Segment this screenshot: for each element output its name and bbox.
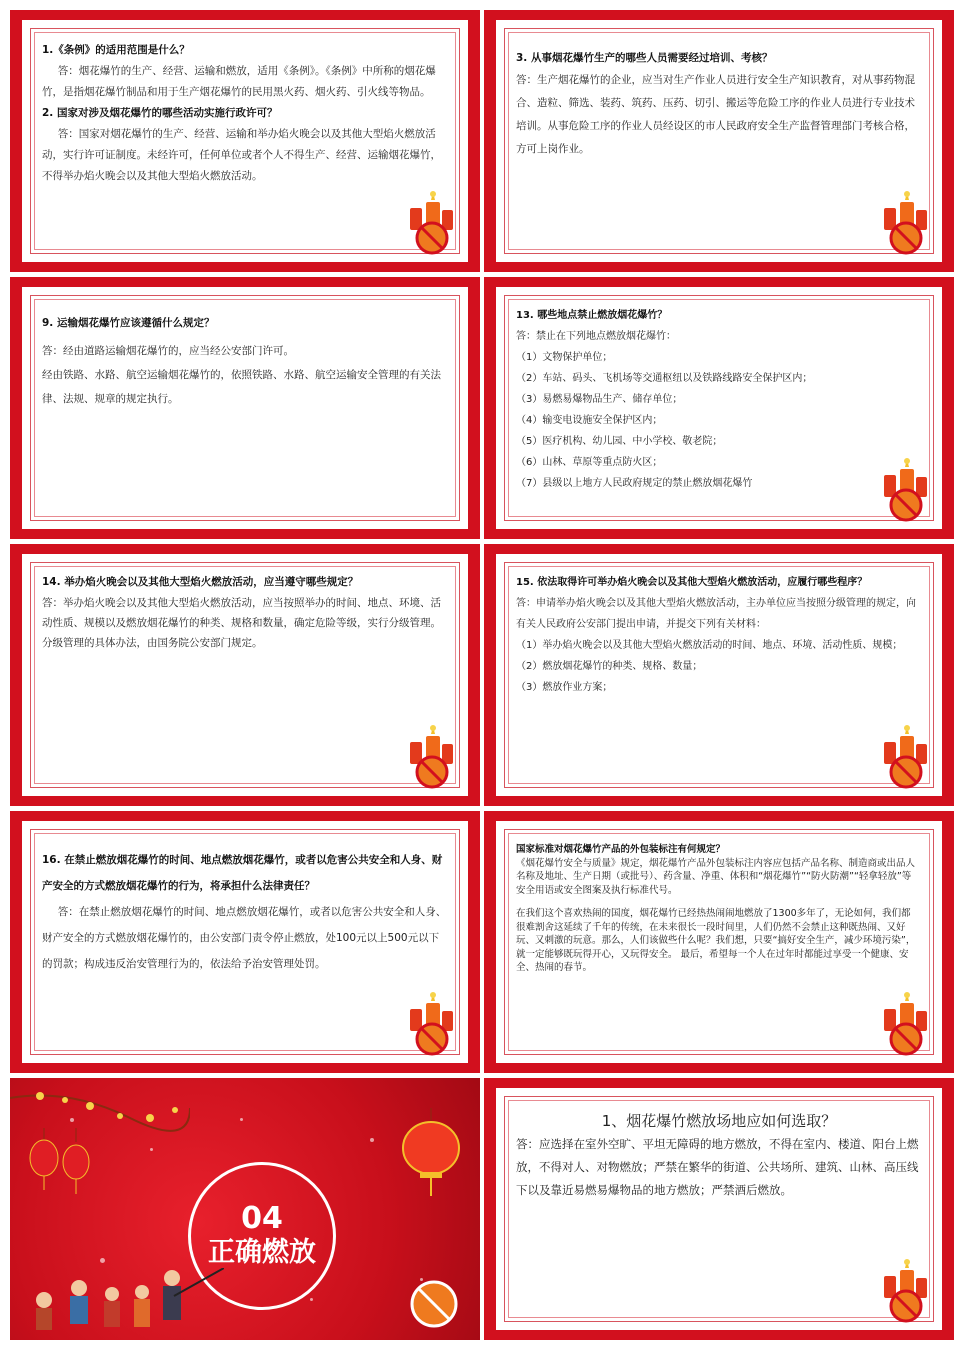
firecracker-ban-icon <box>878 1258 934 1324</box>
question: 9. 运输烟花爆竹应该遵循什么规定？ <box>42 317 215 329</box>
question: 1、烟花爆竹燃放场地应如何选取？ <box>601 1112 837 1130</box>
answer: 答：经由道路运输烟花爆竹的，应当经公安部门许可。 <box>42 345 294 357</box>
big-lantern-icon <box>396 1108 466 1198</box>
list-item: （2）燃放烟花爆竹的种类、规格、数量； <box>516 661 703 672</box>
slide-5 <box>10 544 480 806</box>
slide-4 <box>484 277 954 539</box>
question: 13. 哪些地点禁止燃放烟花爆竹？ <box>516 310 668 321</box>
firecracker-ban-icon <box>878 457 934 523</box>
slide-3 <box>10 277 480 539</box>
question: 2. 国家对涉及烟花爆竹的哪些活动实施行政许可？ <box>42 107 278 119</box>
answer: 答：在禁止燃放烟花爆竹的时间、地点燃放烟花爆竹，或者以危害公共安全和人身、财产安全的方式燃放烟花爆竹的，由公安部门责令停止燃放，处100元以上500元以下的罚款；构成违反治安管理行为的，依法给予治安管理处罚。 <box>42 906 447 970</box>
list-item: （1）举办焰火晚会以及其他大型焰火燃放活动的时间、地点、环境、活动性质、规模； <box>516 640 903 651</box>
answer: 答：烟花爆竹的生产、经营、运输和燃放，适用《条例》。《条例》中所称的烟花爆竹，是指烟花爆竹制品和用于生产烟花爆竹的民用黑火药、烟火药、引火线等物品。 <box>42 65 436 98</box>
slide-card <box>496 1088 942 1330</box>
slide-1 <box>10 10 480 272</box>
firecracker-ban-icon <box>878 991 934 1057</box>
firecracker-ban-icon <box>404 991 460 1057</box>
question: 国家标准对烟花爆竹产品的外包装标注有何规定？ <box>516 844 726 855</box>
list-item: （4）输变电设施安全保护区内； <box>516 415 663 426</box>
firecracker-ban-icon <box>878 190 934 256</box>
question: 15. 依法取得许可举办焰火晚会以及其他大型焰火燃放活动，应履行哪些程序？ <box>516 577 868 588</box>
question: 14. 举办焰火晚会以及其他大型焰火燃放活动，应当遵守哪些规定？ <box>42 576 359 588</box>
slide-card <box>22 554 468 796</box>
slide-card <box>496 554 942 796</box>
answer: 答：国家对烟花爆竹的生产、经营、运输和举办焰火晚会以及其他大型焰火燃放活动，实行许可证制度。未经许可，任何单位或者个人不得生产、经营、运输烟花爆竹，不得举办焰火晚会以及其他大型焰火燃放活动。 <box>42 128 441 182</box>
firecracker-ban-icon <box>404 724 460 790</box>
slide-card <box>496 287 942 529</box>
section-number: 04 <box>241 1201 283 1236</box>
list-item: （6）山林、草原等重点防火区； <box>516 457 663 468</box>
firecracker-ban-icon <box>878 724 934 790</box>
question: 1.《条例》的适用范围是什么？ <box>42 44 190 56</box>
answer: 经由铁路、水路、航空运输烟花爆竹的，依照铁路、水路、航空运输安全管理的有关法律、法规、规章的规定执行。 <box>42 369 441 405</box>
answer-intro: 答：禁止在下列地点燃放烟花爆竹： <box>516 331 676 342</box>
slide-8 <box>484 811 954 1073</box>
slide-7 <box>10 811 480 1073</box>
list-item: （2）车站、码头、飞机场等交通枢纽以及铁路线路安全保护区内； <box>516 373 813 384</box>
slide-card <box>22 20 468 262</box>
list-item: （1）文物保护单位； <box>516 352 613 363</box>
answer: 答：生产烟花爆竹的企业，应当对生产作业人员进行安全生产知识教育，对从事药物混合、造粒、筛选、装药、筑药、压药、切引、搬运等危险工序的作业人员进行专业技术培训。从事危险工序的作业人员经设区的市人民政府安全生产监督管理部门考核合格，方可上岗作业。 <box>516 74 915 155</box>
slide-card <box>22 287 468 529</box>
slide-10 <box>484 1078 954 1340</box>
answer: 《烟花爆竹安全与质量》规定，烟花爆竹产品外包装标注内容应包括产品名称、制造商或出品人名称及地址、生产日期（或批号）、药含量、净重、体积和“烟花爆竹”“防火防潮”“轻拿轻放”等安全用语或安全图案及执行标准代号。 <box>516 857 916 896</box>
slide-2 <box>484 10 954 272</box>
slide-card <box>22 821 468 1063</box>
section-title: 正确燃放 <box>208 1237 316 1268</box>
slide-card <box>496 821 942 1063</box>
answer: 答：举办焰火晚会以及其他大型焰火燃放活动，应当按照举办的时间、地点、环境、活动性质、规模以及燃放烟花爆竹的种类、规格和数量，确定危险等级，实行分级管理。分级管理的具体办法，由国务院公安部门规定。 <box>42 597 441 649</box>
list-item: （3）燃放作业方案； <box>516 682 613 693</box>
slide-card <box>496 20 942 262</box>
answer: 答：申请举办焰火晚会以及其他大型焰火燃放活动，主办单位应当按照分级管理的规定，向有关人民政府公安部门提出申请，并提交下列有关材料： <box>516 598 916 630</box>
question: 16. 在禁止燃放烟花爆竹的时间、地点燃放烟花爆竹，或者以危害公共安全和人身、财产安全的方式燃放烟花爆竹的行为，将承担什么法律责任？ <box>42 854 443 892</box>
list-item: （5）医疗机构、幼儿园、中小学校、敬老院； <box>516 436 723 447</box>
list-item: （3）易燃易爆物品生产、储存单位； <box>516 394 683 405</box>
list-item: （7）县级以上地方人民政府规定的禁止燃放烟花爆竹 <box>516 478 753 489</box>
lantern-icon <box>26 1128 96 1198</box>
slide-9-section-cover <box>10 1078 480 1340</box>
firecracker-ban-icon <box>404 1274 464 1334</box>
slide-6 <box>484 544 954 806</box>
answer: 答：应选择在室外空旷、平坦无障碍的地方燃放，不得在室内、楼道、阳台上燃放，不得对人、对物燃放；严禁在繁华的街道、公共场所、建筑、山林、高压线下以及靠近易燃易爆物品的地方燃放；严禁酒后燃放。 <box>516 1137 919 1197</box>
question: 3. 从事烟花爆竹生产的哪些人员需要经过培训、考核？ <box>516 52 773 64</box>
firecracker-ban-icon <box>404 190 460 256</box>
closing-text: 在我们这个喜欢热闹的国度，烟花爆竹已经热热闹闹地燃放了1300多年了，无论如何，我们都很难割舍这延续了千年的传统，在未来很长一段时间里，人们仍然不会禁止这种既热闹、又好玩、又刺激的玩意。那么，人们该做些什么呢？我们想，只要“搞好安全生产，减少环境污染”，就一定能够既玩得开心，又玩得安全。 最后，希望每一个人在过年时都能过享受一个健康、安全、热闹的春节。 <box>516 908 916 973</box>
people-fireworks-illustration <box>24 1268 224 1338</box>
